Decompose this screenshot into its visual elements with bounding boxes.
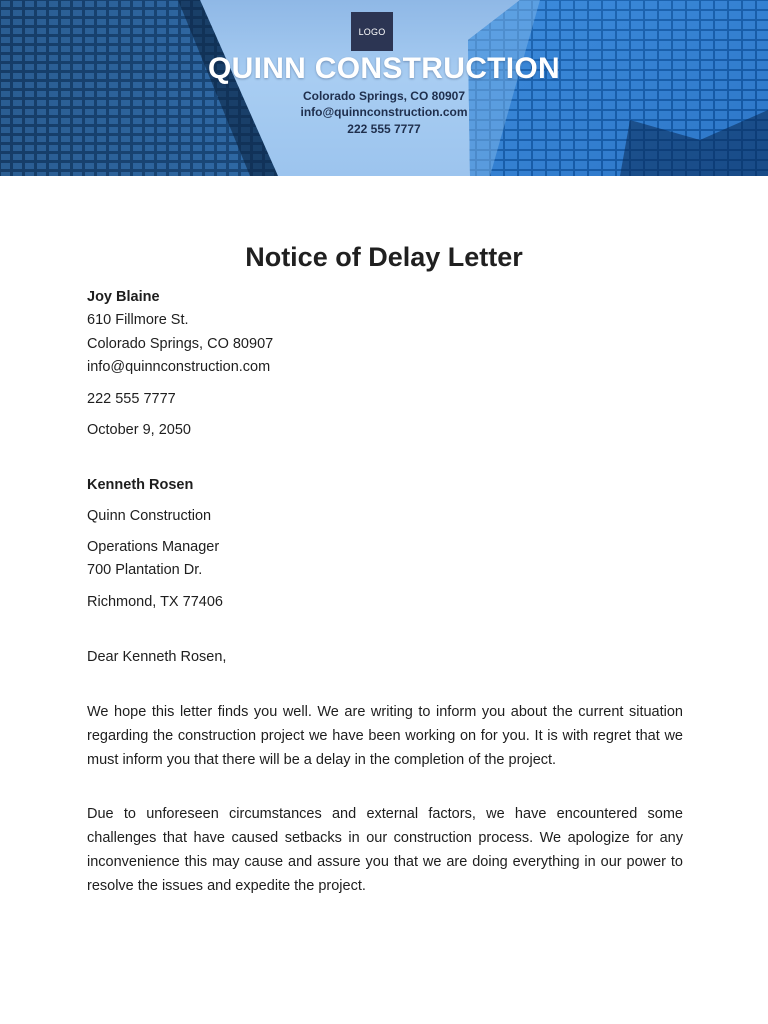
company-logo	[351, 12, 393, 51]
letter-date: October 9, 2050	[87, 422, 191, 438]
recipient-name: Kenneth Rosen	[87, 477, 194, 493]
company-email: info@quinnconstruction.com	[300, 105, 468, 119]
company-address: Colorado Springs, CO 80907	[302, 89, 466, 103]
company-name: QUINN CONSTRUCTION	[207, 52, 561, 85]
sender-phone: 222 555 7777	[87, 391, 176, 407]
sender-email: info@quinnconstruction.com	[87, 359, 271, 375]
recipient-city-state-zip: Richmond, TX 77406	[87, 594, 223, 610]
sender-street: 610 Fillmore St.	[87, 312, 189, 328]
header-banner	[0, 0, 768, 176]
document-title: Notice of Delay Letter	[245, 242, 523, 272]
sender-city-state-zip: Colorado Springs, CO 80907	[87, 336, 274, 352]
body-paragraph-2: Due to unforeseen circumstances and external factors, we have encountered some challenges that have caused setbacks in our construction process. We apologize for any inconvenience this may cause and assure you that we are doing everything in our power to resolve the issues and expedite the project.	[87, 806, 683, 894]
company-phone: 222 555 7777	[347, 122, 421, 136]
recipient-company: Quinn Construction	[87, 508, 212, 524]
sender-name: Joy Blaine	[87, 289, 160, 305]
salutation: Dear Kenneth Rosen,	[87, 649, 227, 665]
recipient-street: 700 Plantation Dr.	[87, 562, 203, 578]
body-paragraph-1: We hope this letter finds you well. We are writing to inform you about the current situation regarding the construction project we have been working on for you. It is with regret that we must inform you that there will be a delay in the completion of the project.	[87, 704, 683, 768]
recipient-position: Operations Manager	[87, 539, 220, 555]
logo-label: LOGO	[358, 26, 386, 37]
